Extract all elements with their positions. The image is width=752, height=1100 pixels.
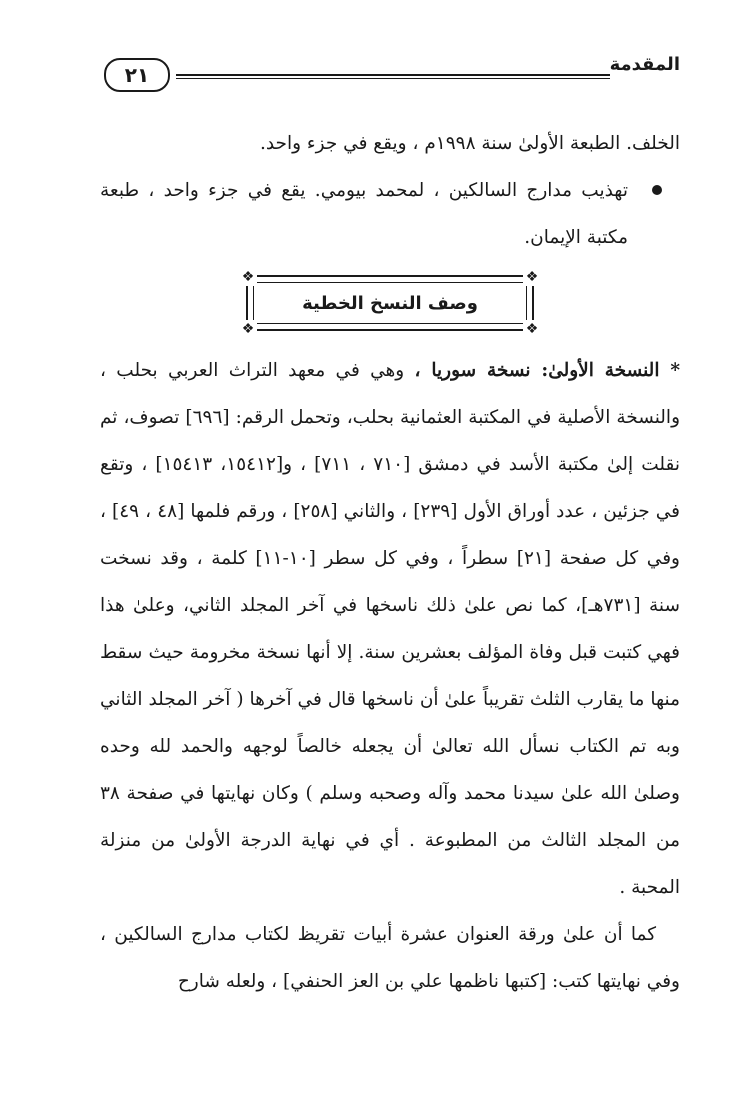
bullet-icon xyxy=(652,185,662,195)
paragraph-title-page: كما أن علىٰ ورقة العنوان عشرة أبيات تقريظ لكتاب مدارج السالكين ، وفي نهايتها كتب: [كتبها ناظمها علي بن العز الحنفي] ، ولعله شارح xyxy=(100,924,680,992)
section-heading-frame xyxy=(100,269,680,337)
ornament-icon: ❖ xyxy=(239,320,257,338)
ornament-icon: ❖ xyxy=(523,320,541,338)
section-title: المقدمة xyxy=(609,54,680,75)
manuscript-description: وهي في معهد التراث العربي بحلب ، والنسخة الأصلية في المكتبة العثمانية بحلب، وتحمل الرقم: [٦٩٦] تصوف، ثم نقلت إلىٰ مكتبة الأسد في دمشق [٧١٠ ، ٧١١] ، و[١٥٤١٢، ١٥٤١٣] ، وتقع في جزئين ، عدد أوراق الأول [٢٣٩] ، والثاني [٢٥٨] ، ورقم فلمها [٤٨ ، ٤٩] ، وفي كل صفحة [٢١] سطراً ، وفي كل سطر [١٠-١١] كلمة ، وقد نسخت سنة [٧٣١هـ]، كما نص علىٰ ذلك ناسخها في آخر المجلد الثاني، وعلىٰ هذا فهي كتبت قبل وفاة المؤلف بعشرين سنة. إلا أنها نسخة مخرومة حيث سقط منها ما يقارب الثلث تقريباً علىٰ أن ناسخها قال في آخرها ( آخر المجلد الثاني وبه تم الكتاب نسأل الله تعالىٰ أن يجعله خالصاً لوجهه والحمد لله وحده وصلىٰ الله علىٰ سيدنا محمد وآله وصحبه وسلم ) وكان نهايتها في صفحة ٣٨ من المجلد الثالث من المطبوعة . أي في نهاية الدرجة الأولىٰ من منزلة المحبة . xyxy=(100,360,681,898)
header-rule xyxy=(176,74,610,79)
page-number: ٢١ xyxy=(104,58,170,92)
ornamental-frame xyxy=(241,269,539,337)
paragraph-continuation: الخلف. الطبعة الأولىٰ سنة ١٩٩٨م ، ويقع في جزء واحد. xyxy=(259,133,680,154)
paragraph-manuscript-one xyxy=(100,347,680,911)
page-header xyxy=(100,52,680,96)
section-heading: وصف النسخ الخطية xyxy=(302,292,478,314)
ornament-icon: ❖ xyxy=(523,268,541,286)
manuscript-label: * النسخة الأولىٰ: نسخة سوريا ، xyxy=(414,360,680,381)
page-body xyxy=(100,120,680,1005)
list-item xyxy=(100,167,680,261)
ornament-icon: ❖ xyxy=(239,268,257,286)
list-item-text: تهذيب مدارج السالكين ، لمحمد بيومي. يقع في جزء واحد ، طبعة مكتبة الإيمان. xyxy=(100,180,628,248)
